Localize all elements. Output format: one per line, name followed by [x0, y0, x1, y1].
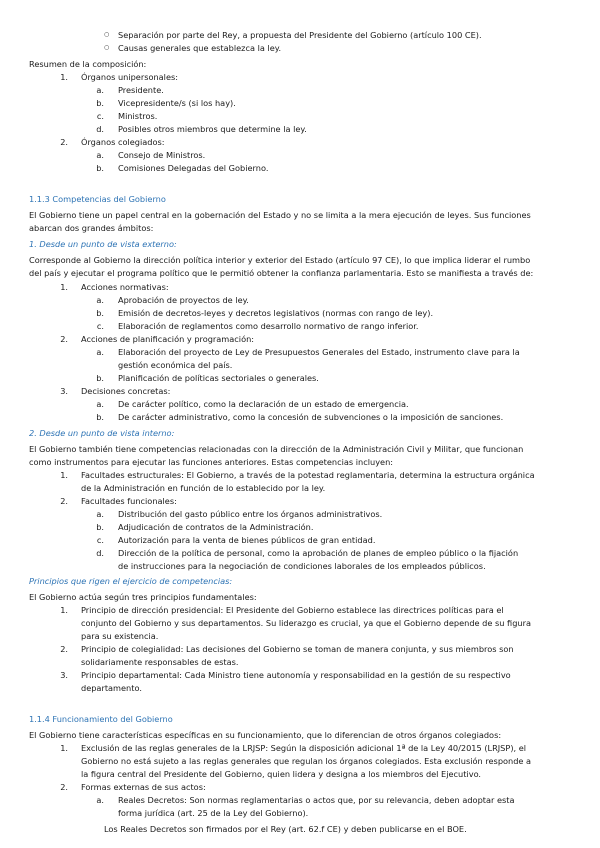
list-item: Separación por parte del Rey, a propuesta del Presidente del Gobierno (artículo 100 CE). [118, 30, 482, 40]
list-item-continuation: gestión económica del país. [118, 360, 233, 370]
paragraph-line: abarcan dos grandes ámbitos: [29, 223, 154, 233]
list-number: 1. [60, 605, 68, 615]
paragraph-line: El Gobierno actúa según tres principios fundamentales: [29, 592, 257, 602]
list-letter: c. [96, 111, 104, 121]
list-item: Planificación de políticas sectoriales o generales. [118, 373, 319, 383]
list-number: 2. [60, 496, 68, 506]
list-letter: a. [96, 85, 104, 95]
paragraph-line: del país y ejecutar el programa político que le permitió obtener la confianza parlamentaria. Esto se manifiesta a través de: [29, 268, 534, 278]
list-item: Formas externas de sus actos: [81, 782, 206, 792]
list-item-continuation: para su existencia. [81, 631, 159, 641]
list-letter: a. [96, 347, 104, 357]
list-item: Distribución del gasto público entre los órganos administrativos. [118, 509, 383, 519]
list-item: Causas generales que establezca la ley. [118, 43, 282, 53]
list-item: Facultades estructurales: El Gobierno, a través de la potestad reglamentaria, determina la estructura orgánica [81, 470, 535, 480]
list-number: 1. [60, 470, 68, 480]
list-letter: a. [96, 295, 104, 305]
list-item: Principio departamental: Cada Ministro tiene autonomía y responsabilidad en la gestión de su respectivo [81, 670, 511, 680]
summary-title: Resumen de la composición: [29, 59, 147, 69]
list-item: Vicepresidente/s (si los hay). [118, 98, 236, 108]
subsection-heading: 1. Desde un punto de vista externo: [29, 239, 177, 249]
list-number: 3. [60, 670, 68, 680]
paragraph-line: El Gobierno tiene un papel central en la gobernación del Estado y no se limita a la mera ejecución de leyes. Sus funciones [29, 210, 531, 220]
list-item: Decisiones concretas: [81, 386, 171, 396]
bullet-circle-icon: ○ [104, 31, 110, 38]
list-letter: b. [96, 98, 104, 108]
list-number: 2. [60, 137, 68, 147]
list-item: Principio de colegialidad: Las decisiones del Gobierno se toman de manera conjunta, y sus miembros son [81, 644, 514, 654]
list-item: Órganos colegiados: [81, 137, 165, 147]
list-letter: b. [96, 522, 104, 532]
list-number: 2. [60, 644, 68, 654]
list-letter: d. [96, 548, 104, 558]
list-letter: b. [96, 308, 104, 318]
list-item: Consejo de Ministros. [118, 150, 206, 160]
section-heading: 1.1.3 Competencias del Gobierno [29, 194, 166, 204]
paragraph-line: Corresponde al Gobierno la dirección política interior y exterior del Estado (artículo 97 CE), lo que implica liderar el rumbo [29, 255, 531, 265]
list-number: 1. [60, 282, 68, 292]
list-item: Ministros. [118, 111, 158, 121]
subsection-heading: Principios que rigen el ejercicio de competencias: [29, 576, 233, 586]
subsection-heading: 2. Desde un punto de vista interno: [29, 428, 175, 438]
list-item: Principio de dirección presidencial: El Presidente del Gobierno establece las directrices políticas para el [81, 605, 504, 615]
list-letter: b. [96, 412, 104, 422]
list-item: Aprobación de proyectos de ley. [118, 295, 249, 305]
list-item: De carácter administrativo, como la concesión de subvenciones o la imposición de sanciones. [118, 412, 504, 422]
list-item-continuation: Gobierno no está sujeto a las reglas generales que regulan los órganos colegiados. Esta exclusión responde a [81, 756, 532, 766]
list-letter: c. [96, 535, 104, 545]
bullet-circle-icon: ○ [104, 44, 110, 51]
list-item: Exclusión de las reglas generales de la LRJSP: Según la disposición adicional 1ª de la Ley 40/2015 (LRJSP), el [81, 743, 527, 753]
list-number: 1. [60, 72, 68, 82]
list-number: 3. [60, 386, 68, 396]
list-letter: b. [96, 163, 104, 173]
list-item-continuation: forma jurídica (art. 25 de la Ley del Gobierno). [118, 808, 309, 818]
list-item: Elaboración de reglamentos como desarrollo normativo de rango inferior. [118, 321, 419, 331]
paragraph-line: como instrumentos para ejecutar las funciones anteriores. Estas competencias incluyen: [29, 457, 394, 467]
paragraph-line: El Gobierno también tiene competencias relacionadas con la dirección de la Administración Civil y Militar, que funcionan [29, 444, 524, 454]
list-letter: a. [96, 399, 104, 409]
list-letter: a. [96, 150, 104, 160]
list-item: Reales Decretos: Son normas reglamentarias o actos que, por su relevancia, deben adoptar esta [118, 795, 515, 805]
list-item-continuation: la figura central del Presidente del Gobierno, quien lidera y designa a los miembros del Ejecutivo. [81, 769, 482, 779]
list-item-continuation: de instrucciones para la negociación de condiciones laborales de los empleados públicos. [118, 561, 486, 571]
list-letter: a. [96, 509, 104, 519]
list-number: 1. [60, 743, 68, 753]
list-item: Facultades funcionales: [81, 496, 177, 506]
list-item-continuation: de la Administración en función de lo establecido por la ley. [81, 483, 326, 493]
list-item: Posibles otros miembros que determine la ley. [118, 124, 307, 134]
list-item: Presidente. [118, 85, 164, 95]
list-letter: b. [96, 373, 104, 383]
list-number: 2. [60, 334, 68, 344]
list-item: Autorización para la venta de bienes públicos de gran entidad. [118, 535, 376, 545]
list-item: Comisiones Delegadas del Gobierno. [118, 163, 269, 173]
section-heading: 1.1.4 Funcionamiento del Gobierno [29, 714, 173, 724]
list-letter: c. [96, 321, 104, 331]
list-item: Dirección de la política de personal, como la aprobación de planes de empleo público o la fijación [118, 548, 519, 558]
paragraph-line: El Gobierno tiene características específicas en su funcionamiento, que lo diferencian de otros órganos colegiados: [29, 730, 502, 740]
list-item-continuation: solidariamente responsables de estas. [81, 657, 239, 667]
list-item: Emisión de decretos-leyes y decretos legislativos (normas con rango de ley). [118, 308, 434, 318]
paragraph-line: Los Reales Decretos son firmados por el Rey (art. 62.f CE) y deben publicarse en el BOE. [104, 824, 467, 834]
list-item: Adjudicación de contratos de la Administración. [118, 522, 314, 532]
list-letter: a. [96, 795, 104, 805]
list-item-continuation: departamento. [81, 683, 142, 693]
list-item: Elaboración del proyecto de Ley de Presupuestos Generales del Estado, instrumento clave para la [118, 347, 520, 357]
list-letter: d. [96, 124, 104, 134]
list-number: 2. [60, 782, 68, 792]
list-item: Órganos unipersonales: [81, 72, 179, 82]
list-item-continuation: conjunto del Gobierno y sus departamentos. Su liderazgo es crucial, ya que el Gobierno depende de su figura [81, 618, 531, 628]
list-item: Acciones de planificación y programación: [81, 334, 255, 344]
list-item: De carácter político, como la declaración de un estado de emergencia. [118, 399, 409, 409]
list-item: Acciones normativas: [81, 282, 169, 292]
